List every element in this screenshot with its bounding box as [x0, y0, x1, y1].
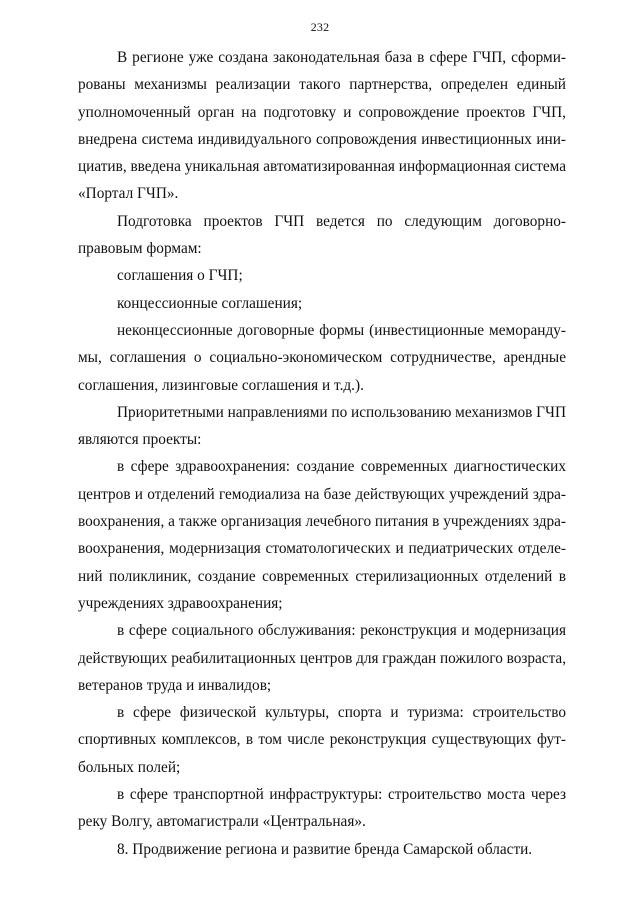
text-line: Приоритетными направлениями по использованию механизмов ГЧП — [117, 403, 566, 421]
text-line: действующих реабилитационных центров для граждан пожилого возраста, — [78, 649, 566, 667]
text-line: спортивных комплексов, в том числе реконструкция существующих фут- — [78, 731, 566, 749]
text-line: Подготовка проектов ГЧП ведется по следующим договорно- — [117, 212, 566, 230]
body-text — [78, 44, 566, 863]
text-line: учреждениях здравоохранения; — [78, 594, 283, 612]
text-line: реку Волгу, автомагистрали «Центральная». — [78, 813, 366, 831]
text-line: В регионе уже создана законодательная база в сфере ГЧП, сформи- — [117, 49, 566, 66]
text-line: концессионные соглашения; — [117, 294, 303, 312]
text-line: соглашения, лизинговые соглашения и т.д.). — [78, 376, 364, 394]
text-line: больных полей; — [78, 758, 181, 776]
text-line: в сфере транспортной инфраструктуры: строительство моста через — [117, 786, 566, 804]
text-line: 8. Продвижение региона и развитие бренда Самарской области. — [117, 840, 533, 858]
page-number: 232 — [310, 20, 330, 34]
text-line: соглашения о ГЧП; — [117, 267, 243, 285]
text-line: воохранения, модернизация стоматологических и педиатрических отделе- — [78, 540, 566, 558]
text-line: уполномоченный орган на подготовку и сопровождение проектов ГЧП, — [78, 103, 566, 121]
text-line: правовым формам: — [78, 240, 202, 258]
text-line: мы, соглашения о социально-экономическом сотрудничестве, арендные — [78, 349, 566, 367]
text-line: воохранения, а также организация лечебного питания в учреждениях здра- — [78, 513, 566, 531]
text-line: циатив, введена уникальная автоматизированная информационная система — [78, 158, 566, 176]
text-line: ветеранов труда и инвалидов; — [78, 676, 272, 694]
text-line: неконцессионные договорные формы (инвестиционные меморанду- — [117, 321, 566, 339]
text-line: являются проекты: — [78, 431, 202, 449]
text-line: внедрена система индивидуального сопровождения инвестиционных ини- — [78, 130, 566, 148]
text-line: ний поликлиник, создание современных стерилизационных отделений в — [78, 567, 566, 585]
text-line: в сфере социального обслуживания: реконструкция и модернизация — [117, 622, 566, 640]
text-line: центров и отделений гемодиализа на базе действующих учреждений здра- — [78, 485, 566, 503]
text-line: «Портал ГЧП». — [78, 185, 179, 203]
text-line: в сфере здравоохранения: создание современных диагностических — [117, 458, 566, 476]
text-line: в сфере физической культуры, спорта и туризма: строительство — [117, 704, 566, 722]
text-line: рованы механизмы реализации такого партнерства, определен единый — [78, 76, 566, 94]
